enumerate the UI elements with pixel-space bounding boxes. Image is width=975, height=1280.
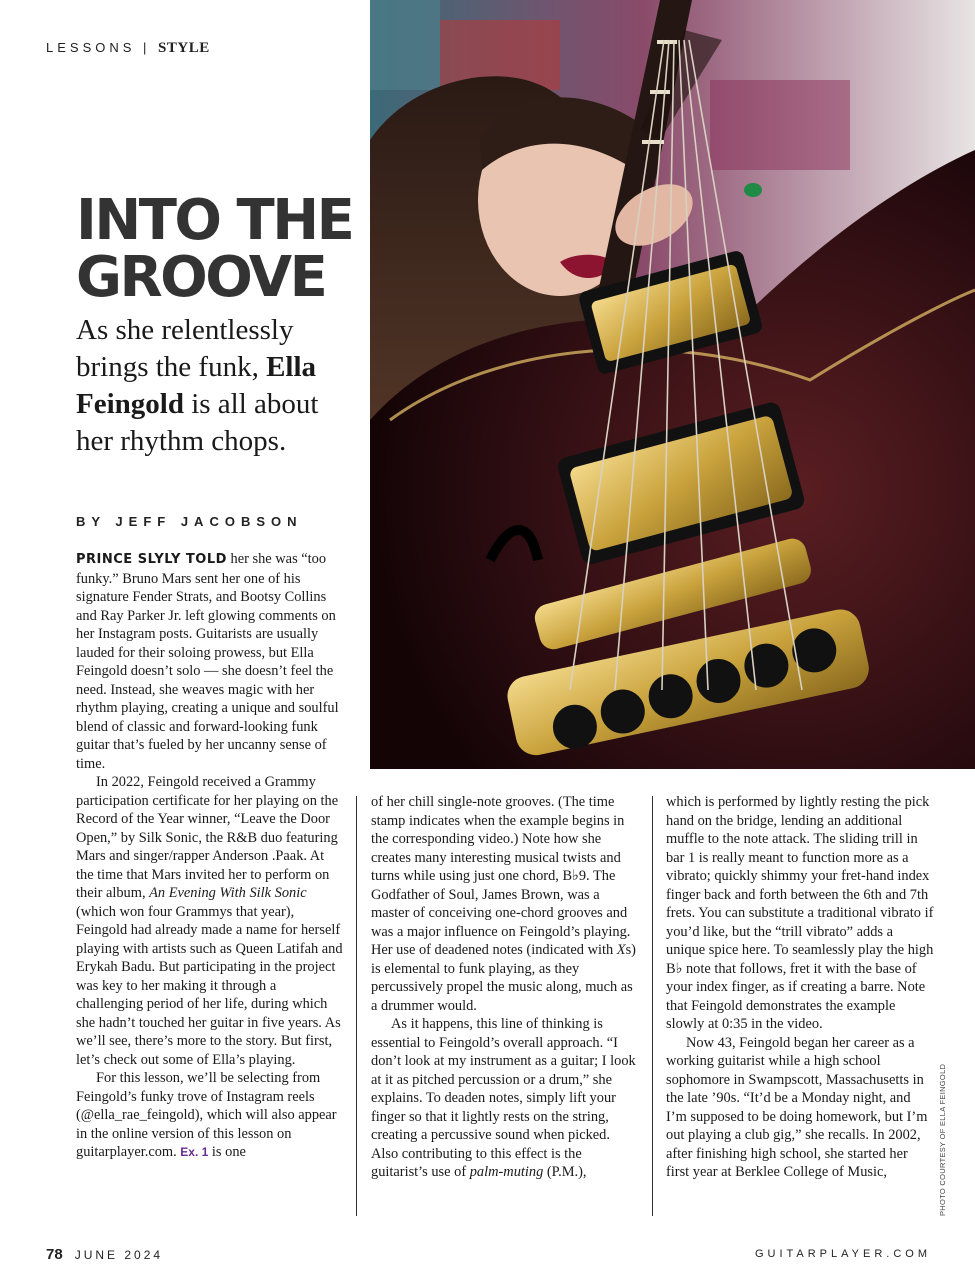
example-reference: Ex. 1 [180, 1145, 209, 1159]
run-in-lead: PRINCE SLYLY TOLD [76, 552, 227, 567]
paragraph-2 [76, 773, 344, 1069]
deadened-note-symbol: X [616, 942, 626, 958]
byline: BY JEFF JACOBSON [76, 514, 303, 529]
headline-line-1: INTO THE [76, 188, 353, 253]
photo-credit: PHOTO COURTESY OF ELLA FEINGOLD [938, 1063, 947, 1216]
paragraph-5 [371, 1015, 639, 1182]
paragraph-1-text: her she was “too funky.” Bruno Mars sent her one of his signature Fender Strats, and Bootsy Collins and Ray Parker Jr. left glowing comments on her Instagram posts. Guitarists are usually lauded for their soloing prowess, but Ella Feingold doesn’t solo — she doesn’t feel the need. Instead, she weaves magic with her rhythm playing, creating a unique and soulful blend of classic and forward-looking funk guitar that’s fueled by her uncanny sense of time. [76, 551, 339, 772]
column-divider-2 [652, 796, 653, 1216]
paragraph-3-text-b: is one [208, 1144, 246, 1160]
body-column-3 [666, 793, 934, 1182]
palm-muting-term: palm-muting [469, 1164, 544, 1180]
paragraph-5-text-b: (P.M.), [543, 1164, 587, 1180]
site-url: GUITARPLAYER.COM [754, 1248, 931, 1260]
paragraph-5-text-a: As it happens, this line of thinking is essential to Feingold’s overall approach. “I don’t look at my instrument as a guitar; I look at it as pitched percussion or a drum,” she explains. To deaden notes, simply lift your finger so that it lightly rests on the string, creating a percussive sound when picked. Also contributing to this effect is the guitarist’s use of [371, 1016, 636, 1180]
subsection-name: STYLE [158, 40, 210, 56]
folio [46, 1246, 163, 1263]
album-title: An Evening With Silk Sonic [149, 885, 307, 901]
page-number: 78 [46, 1246, 63, 1263]
column-divider-1 [356, 796, 357, 1216]
headline [76, 188, 366, 310]
paragraph-1 [76, 550, 344, 773]
paragraph-3 [76, 1069, 344, 1162]
issue-date: JUNE 2024 [74, 1248, 164, 1262]
guitar-photo [370, 0, 975, 769]
paragraph-2-text-a: In 2022, Feingold received a Grammy participation certificate for her playing on the Record of the Year winner, “Leave the Door Open,” by Silk Sonic, the R&B duo featuring Mars and singer/rapper Anderson .Paak. At the time that Mars invited her to perform on their album, [76, 774, 339, 901]
section-name: LESSONS [46, 40, 136, 55]
paragraph-4-text-b: s) is elemental to funk playing, as they percussively propel the music along, much as a drummer would. [371, 942, 636, 1014]
deck-before: As she relentlessly brings the funk, [76, 314, 294, 383]
paragraph-3-text-a: For this lesson, we’ll be selecting from Feingold’s funky trove of Instagram reels (@ella_rae_feingold), which will also appear in the online version of this lesson on guitarplayer.com. [76, 1070, 337, 1160]
deck [76, 312, 356, 460]
section-label: LESSONS | STYLE [46, 40, 210, 56]
body-column-1 [76, 550, 344, 1162]
paragraph-7: Now 43, Feingold began her career as a working guitarist while a high school sophomore in Swampscott, Massachusetts in the late ’90s. “It’d be a Monday night, and I’m supposed to be doing homework, but I’m out playing a club gig,” she recalls. In 2002, after finishing high school, she started her first year at Berklee College of Music, [666, 1034, 928, 1180]
paragraph-4-text-a: of her chill single-note grooves. (The time stamp indicates when the example begins in the corresponding video.) Note how she creates many interesting musical twists and turns while using just one chord, B♭9. The Godfather of Soul, James Brown, was a master of conceiving one-chord grooves and was a major influence on Feingold’s playing. Her use of deadened notes (indicated with [371, 794, 631, 958]
paragraph-2-text-b: (which won four Grammys that year), Feingold had already made a name for herself playing with artists such as Queen Latifah and Erykah Badu. But participating in the project was key to her making it through a challenging period of her life, during which she hadn’t touched her guitar in five years. As we’ll see, there’s more to the story. But first, let’s check out some of Ella’s playing. [76, 903, 343, 1068]
paragraph-4 [371, 793, 639, 1015]
headline-line-2: GROOVE [76, 245, 326, 310]
body-column-2 [371, 793, 639, 1182]
paragraph-6: which is performed by lightly resting the pick hand on the bridge, lending an additional muffle to the note attack. The sliding trill in bar 1 is really meant to function more as a vibrato; quickly shimmy your fret-hand index finger back and forth between the 6th and 7th frets. You can substitute a traditional vibrato if you’d like, but the “trill vibrato” adds a unique spice here. To seamlessly play the high B♭ note that follows, fret it with the base of your index finger, as if creating a barre. Note that Feingold demonstrates the example slowly at 0:35 in the video. [666, 794, 934, 1032]
deck-subject-name: Ella Feingold [76, 351, 317, 420]
deck-after: is all about her rhythm chops. [76, 388, 319, 457]
